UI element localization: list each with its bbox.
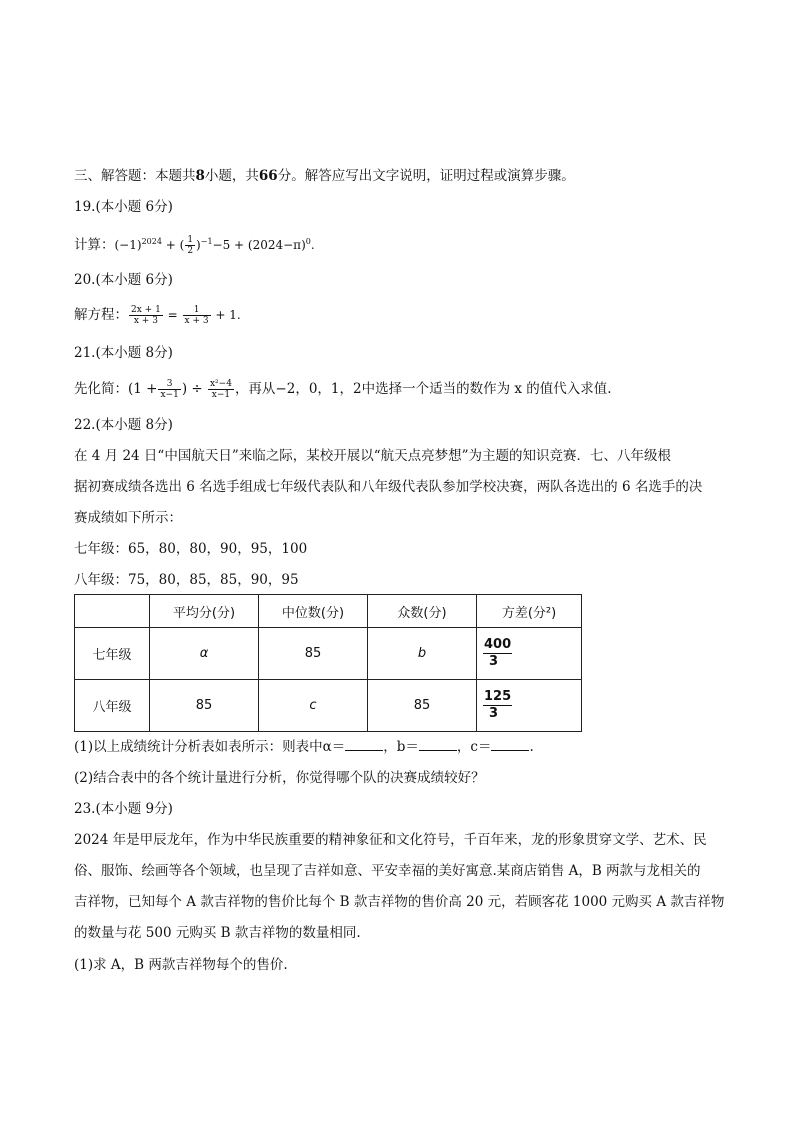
- table-row: [75, 628, 582, 680]
- q23-subquestion-1: (1)求 A，B 两款吉祥物每个的售价.: [74, 957, 288, 973]
- q22-subquestion-1: (1)以上成绩统计分析表如表所示：则表中α＝ ，b＝ ，c＝ .: [74, 739, 534, 755]
- q23-paragraph-line2: 俗、服饰、绘画等各个领域，也呈现了吉祥如意、平安幸福的美好寓意.某商店销售 A，B 两款与龙相关的: [74, 863, 701, 879]
- table-header-cell: 中位数(分): [259, 595, 368, 628]
- section-heading: 三、解答题：本题共8小题，共66分。解答应写出文字说明，证明过程或演算步骤。: [74, 168, 575, 184]
- table-header-row: [75, 595, 582, 628]
- mean-cell: 85: [150, 680, 259, 732]
- q21-expression: 先化简：(1 + $\frac{3}{x-1}$ ) ÷ $\frac{\text{x²−4}}{x-1}$ ，再从−2，0，1，2中选择一个适当的数作为 x 的值代入求值.: [74, 379, 612, 400]
- table-header-cell: 方差(分²): [477, 595, 582, 628]
- q22-grade7-scores: 七年级：65，80，80，90，95，100: [74, 541, 308, 557]
- q19-expression: 计算：$(-1)^{2024}$ + ( $\frac{1}{2}$ )$^{-1}-5 + (2024-\pi)^0$.: [74, 235, 315, 256]
- table-row: [75, 680, 582, 732]
- mode-cell: 85: [368, 680, 477, 732]
- answer-blank[interactable]: [491, 738, 529, 751]
- mean-cell: α: [150, 628, 259, 680]
- q23-heading: 23.(本小题 9分): [74, 801, 173, 817]
- statistics-table: [74, 594, 582, 732]
- q23-paragraph-line1: 2024 年是甲辰龙年，作为中华民族重要的精神象征和文化符号，千百年来，龙的形象贯穿文学、艺术、民: [74, 832, 707, 848]
- variance-cell: $\frac{125}{3}$: [477, 680, 582, 732]
- median-cell: 85: [259, 628, 368, 680]
- median-cell: c: [259, 680, 368, 732]
- row-label: 八年级: [75, 680, 150, 732]
- q22-paragraph-line2: 据初赛成绩各选出 6 名选手组成七年级代表队和八年级代表队参加学校决赛，两队各选出的 6 名选手的决: [74, 479, 703, 495]
- answer-blank[interactable]: [419, 738, 457, 751]
- q22-grade8-scores: 八年级：75，80，85，85，90，95: [74, 572, 299, 588]
- answer-blank[interactable]: [345, 738, 383, 751]
- q20-heading: 20.(本小题 6分): [74, 272, 173, 288]
- q20-equation: 解方程： $\frac{2x + 1}{x + 3}$ = $\frac{1}{x + 3}$ + 1.: [74, 305, 241, 326]
- q21-heading: 21.(本小题 8分): [74, 345, 173, 361]
- row-label: 七年级: [75, 628, 150, 680]
- q22-paragraph-line3: 赛成绩如下所示：: [74, 510, 182, 526]
- table-header-cell: [75, 595, 150, 628]
- q19-heading: 19.(本小题 6分): [74, 199, 173, 215]
- mode-cell: b: [368, 628, 477, 680]
- variance-cell: $\frac{400}{3}$: [477, 628, 582, 680]
- q22-paragraph-line1: 在 4 月 24 日“中国航天日”来临之际，某校开展以“航天点亮梦想”为主题的知识竞赛．七、八年级根: [74, 448, 672, 464]
- table-header-cell: 众数(分): [368, 595, 477, 628]
- table-header-cell: 平均分(分): [150, 595, 259, 628]
- q22-heading: 22.(本小题 8分): [74, 417, 173, 433]
- q22-subquestion-2: (2)结合表中的各个统计量进行分析，你觉得哪个队的决赛成绩较好？: [74, 770, 485, 786]
- q23-paragraph-line4: 的数量与花 500 元购买 B 款吉祥物的数量相同.: [74, 925, 361, 941]
- q23-paragraph-line3: 吉祥物，已知每个 A 款吉祥物的售价比每个 B 款吉祥物的售价高 20 元，若顾客花 1000 元购买 A 款吉祥物: [74, 894, 725, 910]
